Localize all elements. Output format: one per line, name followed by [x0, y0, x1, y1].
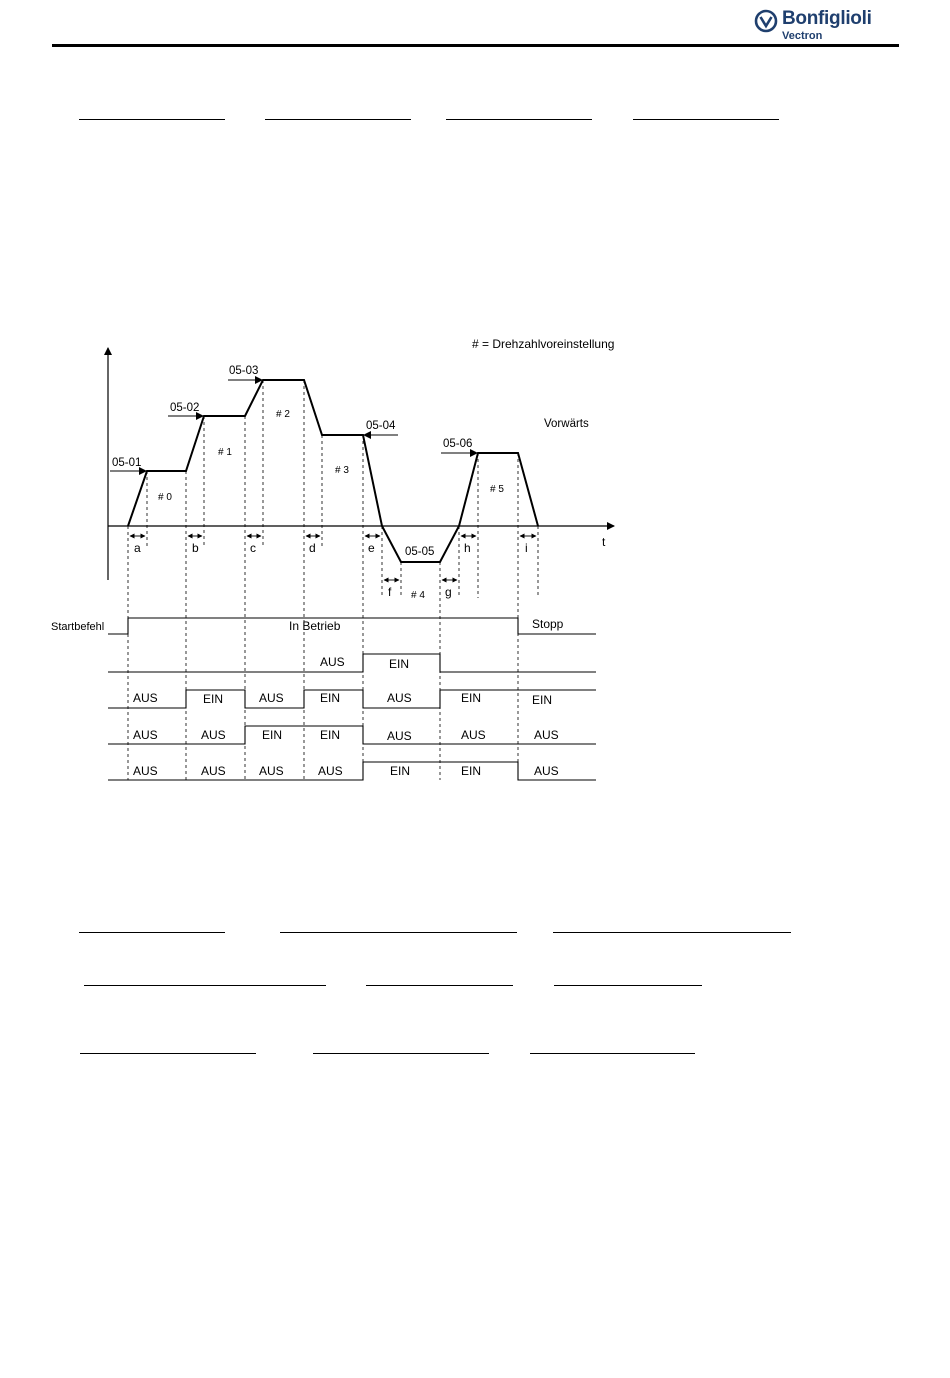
row-2-state: AUS	[259, 691, 284, 705]
row-3-state: AUS	[387, 729, 412, 743]
row-2-state: EIN	[320, 691, 341, 705]
row-2-state: EIN	[461, 691, 482, 705]
interval-label-b: b	[192, 541, 199, 555]
brand-subname: Vectron	[782, 30, 823, 42]
interval-label-h: h	[464, 541, 471, 555]
row-3-state: AUS	[534, 728, 559, 742]
legend-text: # = Drehzahlvoreinstellung	[472, 337, 615, 351]
signal-row-3-trace	[108, 726, 596, 744]
time-axis-label: t	[602, 535, 606, 549]
row-2-state: EIN	[532, 693, 553, 707]
preset-label-4: # 4	[411, 590, 425, 601]
time-guides	[128, 380, 538, 780]
signal-row-4-trace	[108, 762, 596, 780]
interval-label-d: d	[309, 541, 316, 555]
direction-label: Vorwärts	[544, 418, 589, 430]
start-command-trace	[108, 618, 596, 634]
interval-label-f: f	[388, 585, 392, 599]
row-4-state: AUS	[201, 764, 226, 778]
param-label-05-05: 05-05	[405, 546, 435, 558]
running-label: In Betrieb	[289, 619, 341, 633]
param-label-05-03: 05-03	[229, 365, 259, 377]
param-label-05-04: 05-04	[366, 420, 396, 432]
start-command-label: Startbefehl	[51, 621, 105, 633]
preset-label-5: # 5	[490, 484, 504, 495]
interval-arrows	[130, 536, 536, 580]
row-3-state: AUS	[461, 728, 486, 742]
row-3-state: AUS	[133, 728, 158, 742]
brand-name: Bonfiglioli	[782, 8, 872, 29]
signal-row-1-trace	[108, 654, 596, 672]
row-4-state: EIN	[390, 764, 411, 778]
row-1-state-aus: AUS	[320, 655, 345, 669]
row-3-state: EIN	[320, 728, 341, 742]
row-2-state: EIN	[203, 692, 224, 706]
param-label-05-06: 05-06	[443, 438, 473, 450]
preset-label-0: # 0	[158, 492, 172, 503]
row-2-state: AUS	[387, 691, 412, 705]
row-4-state: AUS	[133, 764, 158, 778]
row-4-state: AUS	[534, 764, 559, 778]
interval-label-e: e	[368, 541, 375, 555]
signal-row-2-trace	[108, 690, 596, 708]
preset-label-1: # 1	[218, 447, 232, 458]
row-4-state: AUS	[259, 764, 284, 778]
param-arrows	[110, 380, 477, 471]
preset-label-3: # 3	[335, 465, 349, 476]
row-3-state: AUS	[201, 728, 226, 742]
stop-label: Stopp	[532, 617, 564, 631]
preset-label-2: # 2	[276, 409, 290, 420]
param-label-05-02: 05-02	[170, 402, 200, 414]
interval-label-i: i	[525, 541, 528, 555]
param-label-05-01: 05-01	[112, 457, 142, 469]
row-3-state: EIN	[262, 728, 283, 742]
row-4-state: AUS	[318, 764, 343, 778]
row-4-state: EIN	[461, 764, 482, 778]
interval-label-c: c	[250, 541, 256, 555]
row-1-state-ein: EIN	[389, 657, 410, 671]
row-2-state: AUS	[133, 691, 158, 705]
interval-label-g: g	[445, 585, 452, 599]
interval-label-a: a	[134, 541, 141, 555]
